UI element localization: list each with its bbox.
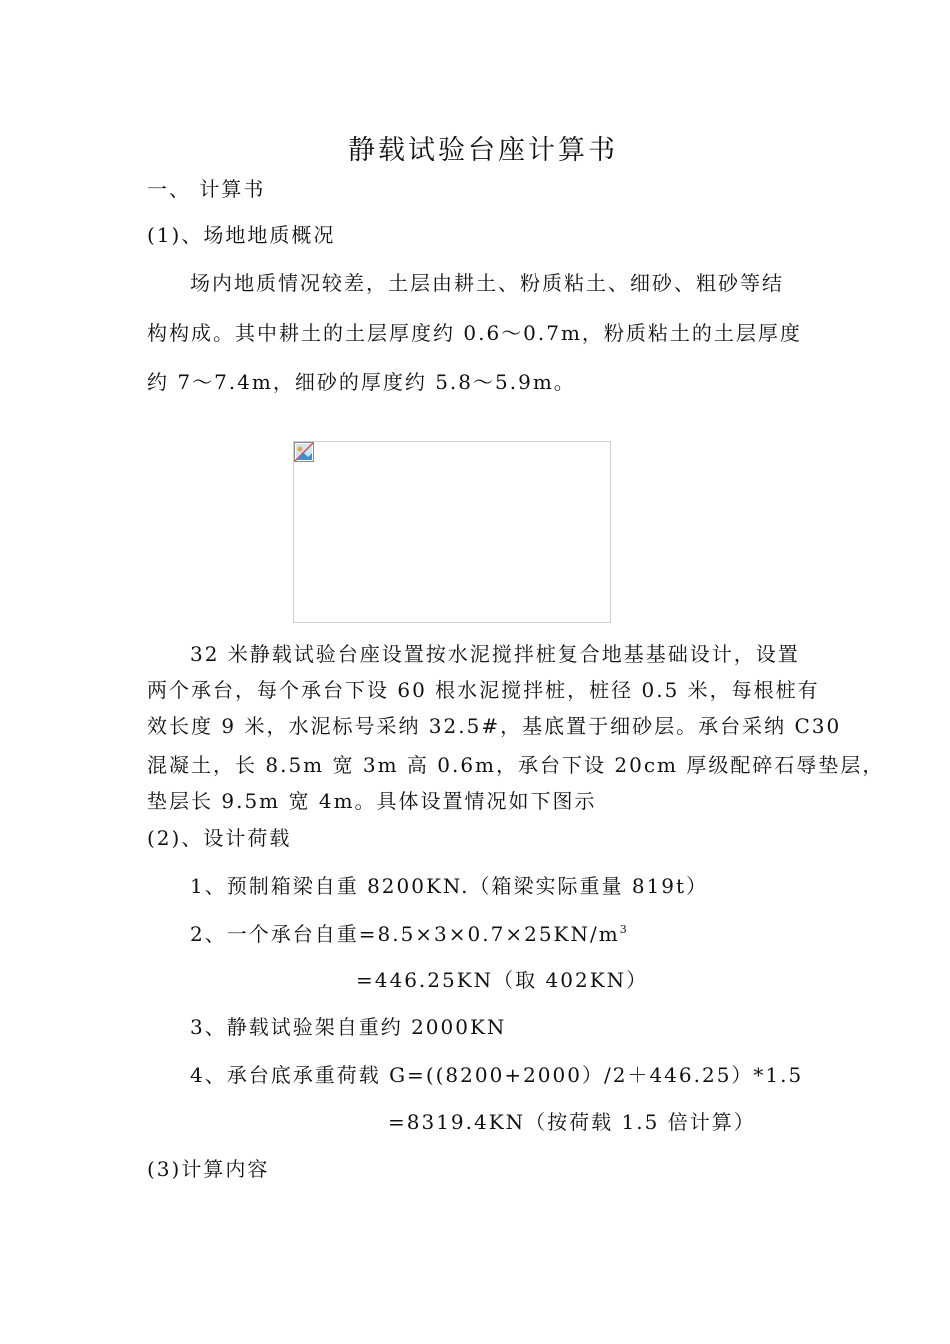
load-item-2-superscript: 3 [619,923,629,936]
subsection-heading-loads: (2)、设计荷载 [147,826,292,850]
load-item-1: 1、预制箱梁自重 8200KN.（箱梁实际重量 819t） [190,874,709,898]
subsection-heading-geology: (1)、场地地质概况 [147,223,336,247]
load-item-2 [190,922,629,946]
paragraph-geology-line-2: 构构成。其中耕土的土层厚度约 0.6～0.7m，粉质粘土的土层厚度 [147,321,802,345]
paragraph-geology-line-1: 场内地质情况较差，土层由耕土、粉质粘土、细砂、粗砂等结 [190,271,784,295]
paragraph-geology-line-3: 约 7～7.4m，细砂的厚度约 5.8～5.9m。 [147,370,576,394]
paragraph-design-line-2: 两个承台，每个承台下设 60 根水泥搅拌桩，桩径 0.5 米，每根桩有 [147,678,820,702]
paragraph-design-line-5: 垫层长 9.5m 宽 4m。具体设置情况如下图示 [147,789,597,813]
section-heading: 一、 计算书 [147,177,266,201]
paragraph-design-line-1: 32 米静载试验台座设置按水泥搅拌桩复合地基基础设计，设置 [190,642,800,666]
load-item-3: 3、静载试验架自重约 2000KN [190,1015,507,1039]
load-item-4-result: =8319.4KN（按荷载 1.5 倍计算） [388,1110,756,1134]
load-item-4: 4、承台底承重荷载 G=((8200+2000）/2＋446.25）*1.5 [190,1063,804,1087]
paragraph-design-line-3: 效长度 9 米，水泥标号采纳 32.5#，基底置于细砂层。承台采纳 C30 [147,714,842,738]
load-item-2-text: 2、一个承台自重=8.5×3×0.7×25KN/m [190,922,620,946]
load-item-2-result: =446.25KN（取 402KN） [356,968,649,992]
subsection-heading-calculation: (3)计算内容 [147,1157,270,1181]
document-title: 静载试验台座计算书 [348,135,618,166]
image-placeholder [293,441,611,623]
paragraph-design-line-4: 混凝土，长 8.5m 宽 3m 高 0.6m，承台下设 20cm 厚级配碎石辱垫层， [147,753,885,777]
broken-image-icon [294,442,314,462]
